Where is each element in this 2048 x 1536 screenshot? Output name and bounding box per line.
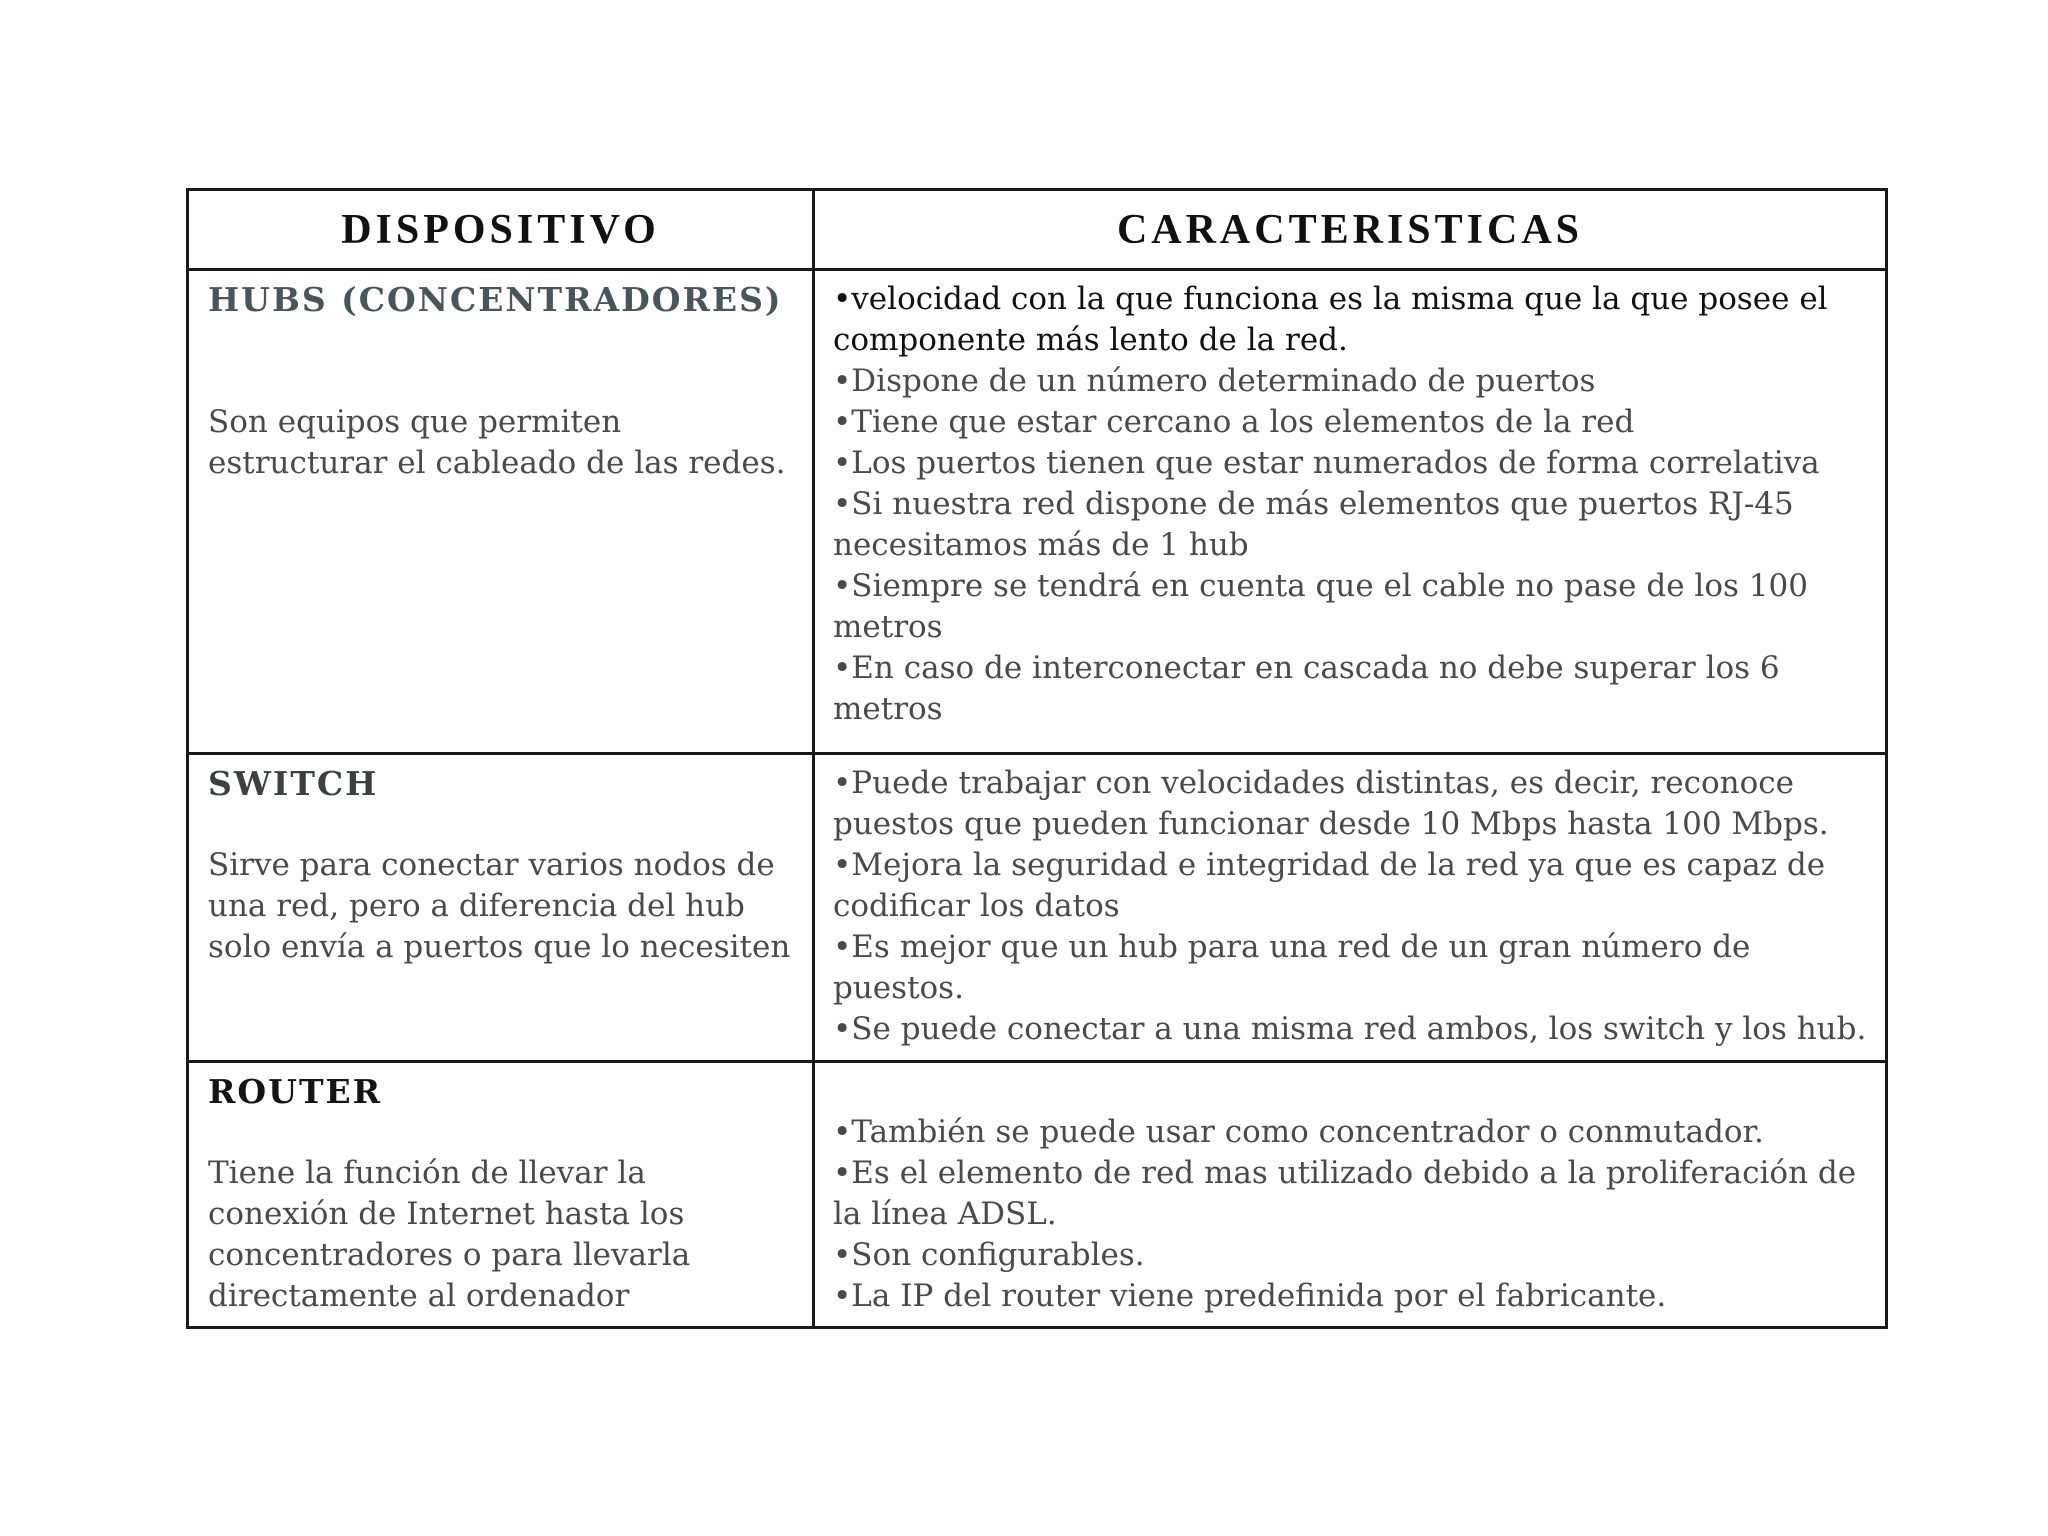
bullet-icon: • xyxy=(833,281,852,317)
features-cell xyxy=(814,270,1887,754)
table-row-switch xyxy=(188,754,1887,1062)
header-features: CARACTERISTICAS xyxy=(814,190,1887,270)
bullet-icon: • xyxy=(833,486,852,522)
bullet-icon: • xyxy=(833,929,852,965)
feature-item: •La IP del router viene predefinida por el fabricante. xyxy=(833,1278,1667,1314)
table-header-row xyxy=(188,190,1887,270)
feature-item: •Los puertos tienen que estar numerados de forma correlativa xyxy=(833,445,1820,481)
feature-item: •Puede trabajar con velocidades distintas, es decir, reconoce puestos que pueden funcionar desde 10 Mbps hasta 100 Mbps. xyxy=(833,765,1829,842)
header-device: DISPOSITIVO xyxy=(188,190,814,270)
device-description: Son equipos que permiten estructurar el cableado de las redes. xyxy=(208,404,786,481)
feature-item: •También se puede usar como concentrador o conmutador. xyxy=(833,1114,1764,1150)
feature-item: •En caso de interconectar en cascada no debe superar los 6 metros xyxy=(833,650,1780,727)
device-comparison-table xyxy=(186,188,1888,1329)
device-name: ROUTER xyxy=(208,1072,383,1111)
bullet-icon: • xyxy=(833,765,852,801)
bullet-icon: • xyxy=(833,1011,852,1047)
bullet-icon: • xyxy=(833,363,852,399)
bullet-icon: • xyxy=(833,568,852,604)
feature-list xyxy=(833,763,1867,1050)
features-cell xyxy=(814,1062,1887,1328)
table-row-hubs xyxy=(188,270,1887,754)
bullet-icon: • xyxy=(833,1114,852,1150)
bullet-icon: • xyxy=(833,1278,852,1314)
bullet-icon: • xyxy=(833,847,852,883)
device-name: SWITCH xyxy=(208,764,379,803)
feature-list xyxy=(833,279,1867,730)
feature-item: •velocidad con la que funciona es la misma que la que posee el componente más lento de la red. xyxy=(833,281,1828,358)
device-cell xyxy=(188,1062,814,1328)
features-cell xyxy=(814,754,1887,1062)
feature-item: •Mejora la seguridad e integridad de la red ya que es capaz de codificar los datos xyxy=(833,847,1826,924)
device-description: Sirve para conectar varios nodos de una red, pero a diferencia del hub solo envía a puertos que lo necesiten xyxy=(208,847,791,965)
bullet-icon: • xyxy=(833,1237,852,1273)
feature-item: •Es mejor que un hub para una red de un gran número de puestos. xyxy=(833,929,1751,1006)
bullet-icon: • xyxy=(833,650,852,686)
device-description: Tiene la función de llevar la conexión de Internet hasta los concentradores o para llevarla directamente al ordenador xyxy=(208,1155,691,1314)
feature-item: •Dispone de un número determinado de puertos xyxy=(833,363,1596,399)
feature-item: •Tiene que estar cercano a los elementos de la red xyxy=(833,404,1635,440)
feature-item: •Se puede conectar a una misma red ambos, los switch y los hub. xyxy=(833,1011,1867,1047)
feature-item: •Son configurables. xyxy=(833,1237,1145,1273)
table-row-router xyxy=(188,1062,1887,1328)
bullet-icon: • xyxy=(833,404,852,440)
device-name: HUBS (CONCENTRADORES) xyxy=(208,280,783,319)
feature-item: •Es el elemento de red mas utilizado debido a la proliferación de la línea ADSL. xyxy=(833,1155,1857,1232)
feature-list xyxy=(833,1112,1867,1317)
bullet-icon: • xyxy=(833,445,852,481)
device-cell xyxy=(188,754,814,1062)
bullet-icon: • xyxy=(833,1155,852,1191)
feature-item: •Si nuestra red dispone de más elementos que puertos RJ-45 necesitamos más de 1 hub xyxy=(833,486,1794,563)
device-cell xyxy=(188,270,814,754)
feature-item: •Siempre se tendrá en cuenta que el cable no pase de los 100 metros xyxy=(833,568,1808,645)
